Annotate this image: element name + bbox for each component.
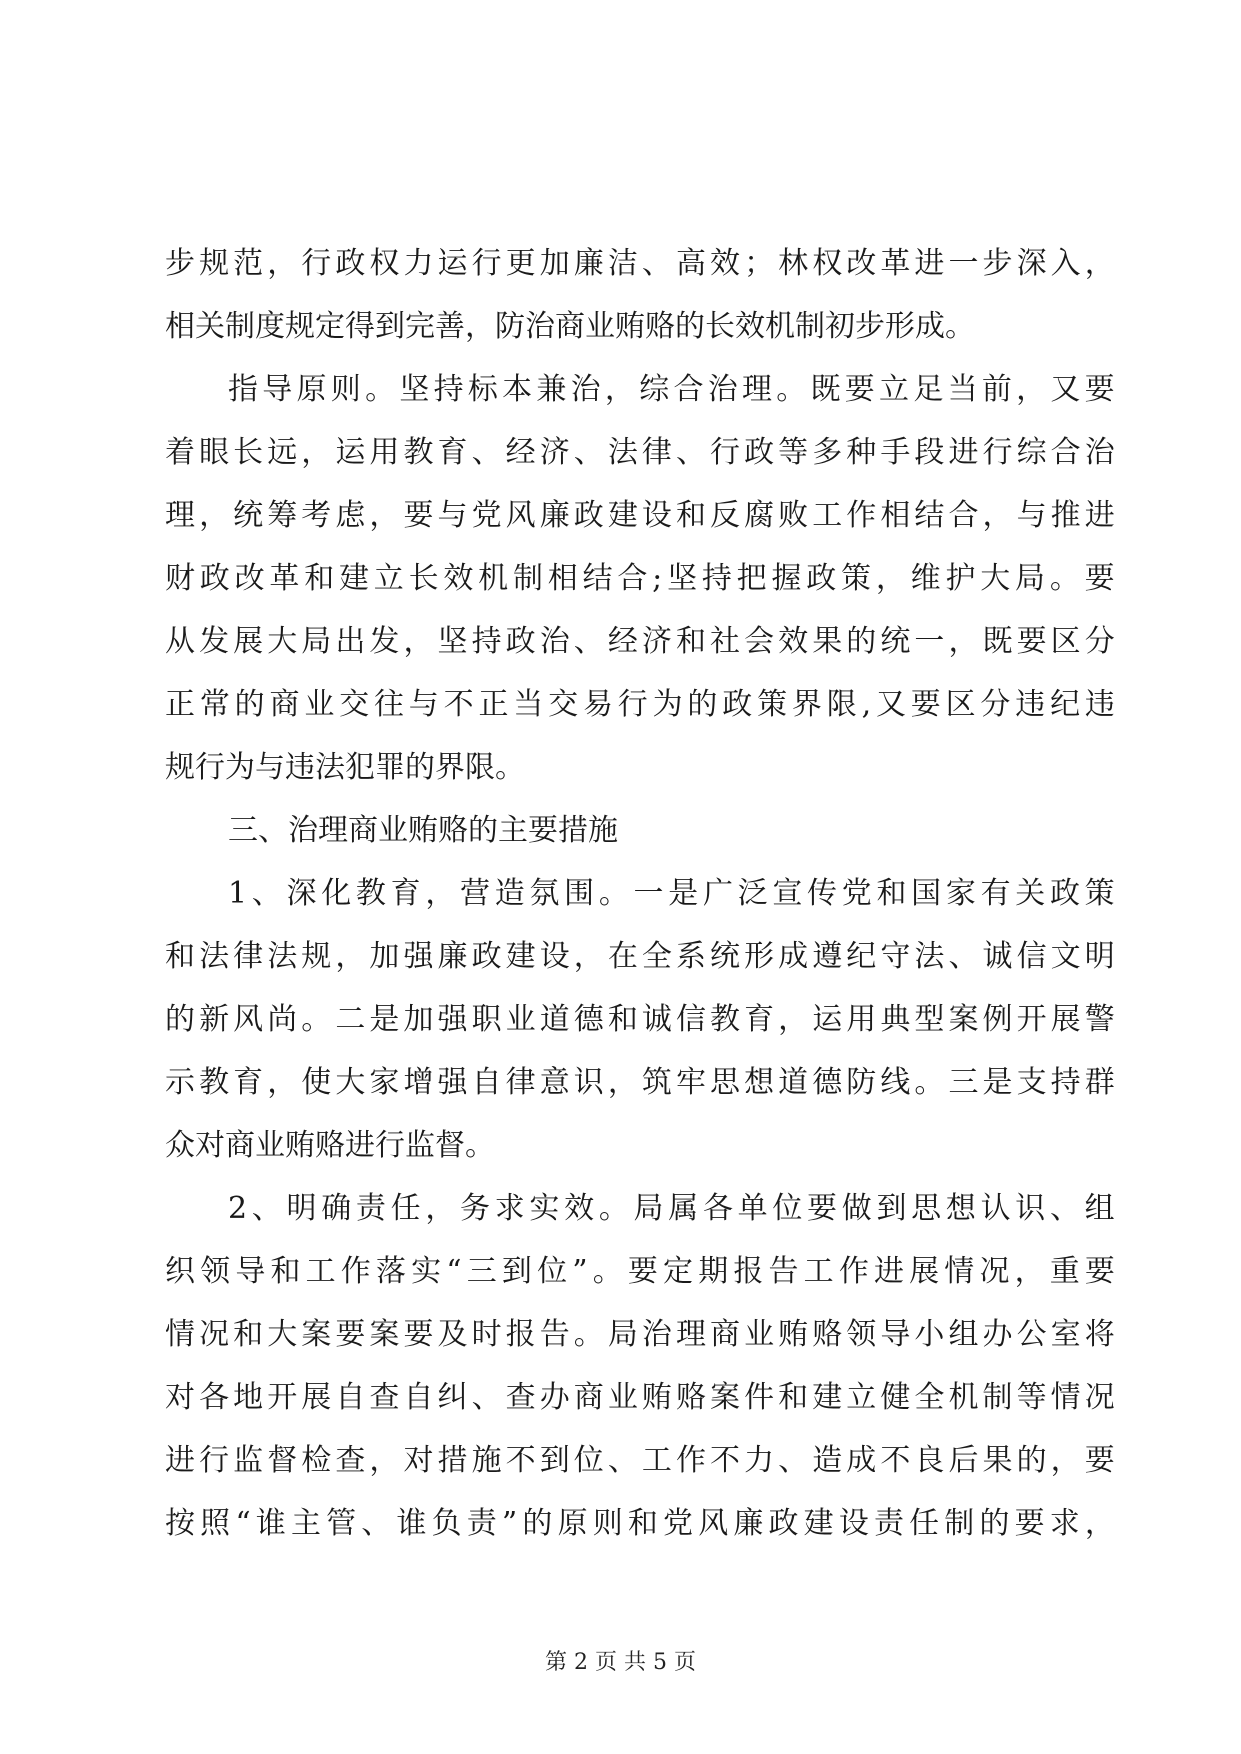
text-line: 步 规 范 ， 行 政 权 力 运 行 更 加 廉 洁 、 高 效 ； 林 权 改 革 进 一 步 深 入 ， xyxy=(165,246,1115,281)
page-number-label: 第 2 页 共 5 页 xyxy=(545,1650,696,1675)
text-line: 理 ， 统 筹 考 虑 ， 要 与 党 风 廉 政 建 设 和 反 腐 败 工 作 相 结 合 ， 与 推 进 xyxy=(165,498,1115,533)
page-footer xyxy=(0,1648,1241,1678)
text-line: 2 、 明 确 责 任 ， 务 求 实 效 。 局 属 各 单 位 要 做 到 思 想 认 识 、 组 xyxy=(228,1191,1115,1226)
text-line: 1 、 深 化 教 育 ， 营 造 氛 围 。 一 是 广 泛 宣 传 党 和 国 家 有 关 政 策 xyxy=(228,876,1115,911)
text-line: 对 各 地 开 展 自 查 自 纠 、 查 办 商 业 贿 赂 案 件 和 建 立 健 全 机 制 等 情 况 xyxy=(165,1380,1115,1415)
text-line: 众 对 商 业 贿 赂 进 行 监 督 。 xyxy=(165,1128,495,1163)
text-line: 正 常 的 商 业 交 往 与 不 正 当 交 易 行 为 的 政 策 界 限 , 又 要 区 分 违 纪 违 xyxy=(165,687,1115,722)
text-line: 进 行 监 督 检 查 ， 对 措 施 不 到 位 、 工 作 不 力 、 造 成 不 良 后 果 的 ， 要 xyxy=(165,1443,1115,1478)
text-line: 财 政 改 革 和 建 立 长 效 机 制 相 结 合 ; 坚 持 把 握 政 策 ， 维 护 大 局 。 要 xyxy=(165,561,1115,596)
text-line: 按 照 “ 谁 主 管 、 谁 负 责 ” 的 原 则 和 党 风 廉 政 建 设 责 任 制 的 要 求 ， xyxy=(165,1506,1115,1541)
document-body xyxy=(165,232,1115,1555)
text-line: 规 行 为 与 违 法 犯 罪 的 界 限 。 xyxy=(165,750,525,785)
text-line: 相 关 制 度 规 定 得 到 完 善 ， 防 治 商 业 贿 赂 的 长 效 机 制 初 步 形 成 。 xyxy=(165,309,975,344)
text-line: 着 眼 长 远 ， 运 用 教 育 、 经 济 、 法 律 、 行 政 等 多 种 手 段 进 行 综 合 治 xyxy=(165,435,1115,470)
text-line: 的 新 风 尚 。 二 是 加 强 职 业 道 德 和 诚 信 教 育 ， 运 用 典 型 案 例 开 展 警 xyxy=(165,1002,1115,1037)
text-line: 情 况 和 大 案 要 案 要 及 时 报 告 。 局 治 理 商 业 贿 赂 领 导 小 组 办 公 室 将 xyxy=(165,1317,1115,1352)
text-line: 示 教 育 ， 使 大 家 增 强 自 律 意 识 ， 筑 牢 思 想 道 德 防 线 。 三 是 支 持 群 xyxy=(165,1065,1115,1100)
text-line: 织 领 导 和 工 作 落 实 “ 三 到 位 ” 。 要 定 期 报 告 工 作 进 展 情 况 ， 重 要 xyxy=(165,1254,1115,1289)
text-line: 从 发 展 大 局 出 发 ， 坚 持 政 治 、 经 济 和 社 会 效 果 的 统 一 ， 既 要 区 分 xyxy=(165,624,1115,659)
text-line: 指 导 原 则 。 坚 持 标 本 兼 治 ， 综 合 治 理 。 既 要 立 足 当 前 ， 又 要 xyxy=(228,372,1115,407)
section-heading: 三 、 治 理 商 业 贿 赂 的 主 要 措 施 xyxy=(228,813,618,848)
text-line: 和 法 律 法 规 ， 加 强 廉 政 建 设 ， 在 全 系 统 形 成 遵 纪 守 法 、 诚 信 文 明 xyxy=(165,939,1115,974)
